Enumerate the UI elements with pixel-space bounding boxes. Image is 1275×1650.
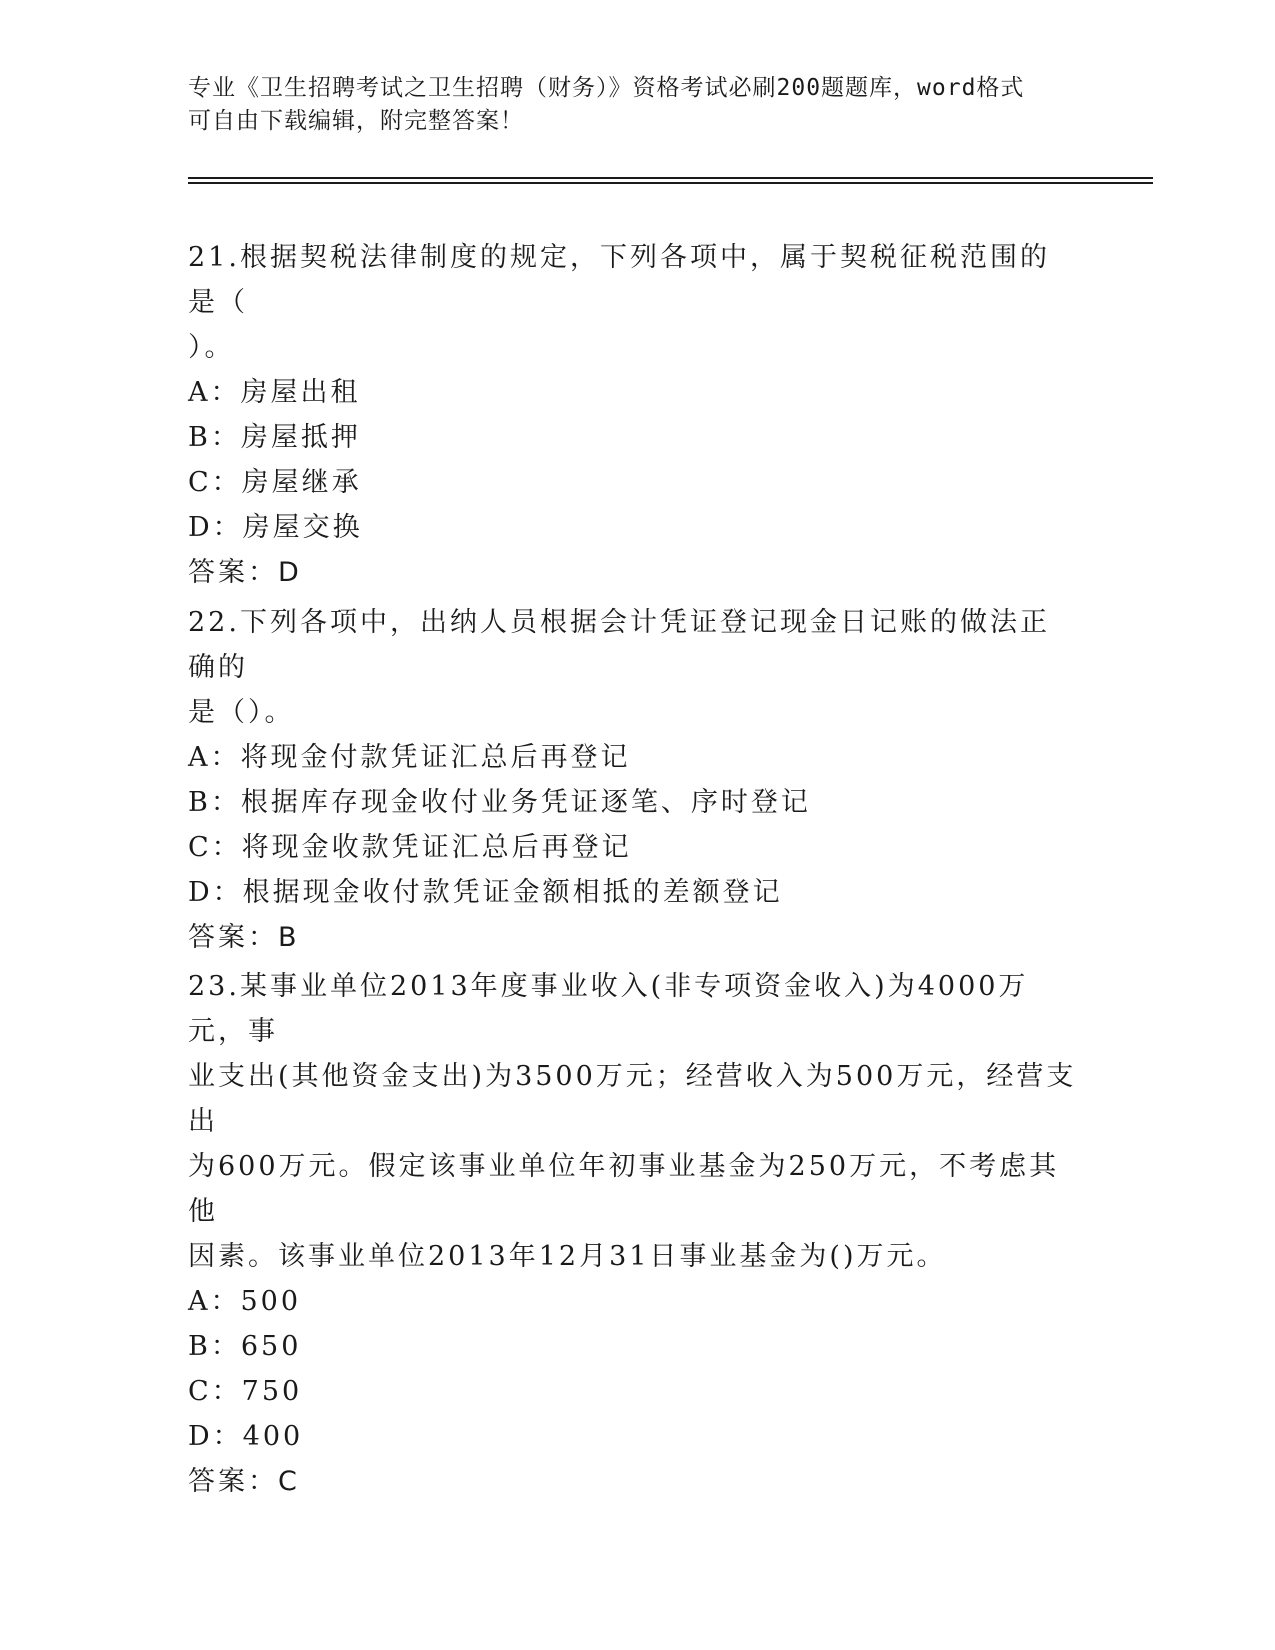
option-c: C：房屋继承 — [188, 467, 362, 498]
option-d: D：400 — [188, 1421, 304, 1452]
question-22 — [188, 600, 1078, 960]
header-line-2: 可自由下载编辑，附完整答案！ — [188, 108, 524, 134]
answer-line: 答案：C — [188, 1466, 300, 1497]
option-d: D：根据现金收付款凭证金额相抵的差额登记 — [188, 877, 783, 908]
question-text-line: 21.根据契税法律制度的规定，下列各项中，属于契税征税范围的是（ — [188, 242, 1050, 318]
option-a: A：房屋出租 — [188, 377, 361, 408]
question-text-line: 业支出(其他资金支出)为3500万元；经营收入为500万元，经营支出 — [188, 1061, 1077, 1137]
question-23 — [188, 964, 1078, 1504]
question-text-line: 23.某事业单位2013年度事业收入(非专项资金收入)为4000万元，事 — [188, 971, 1029, 1047]
question-text-line: 是（）。 — [188, 697, 295, 728]
header-divider-top — [188, 177, 1153, 179]
answer-line: 答案：D — [188, 557, 302, 588]
option-b: B：根据库存现金收付业务凭证逐笔、序时登记 — [188, 787, 811, 818]
question-21 — [188, 235, 1078, 595]
header-divider-bottom — [188, 182, 1153, 184]
option-a: A：将现金付款凭证汇总后再登记 — [188, 742, 631, 773]
option-a: A：500 — [188, 1286, 302, 1317]
question-text-line: 22.下列各项中，出纳人员根据会计凭证登记现金日记账的做法正确的 — [188, 607, 1050, 683]
question-text-line: 为600万元。假定该事业单位年初事业基金为250万元，不考虑其他 — [188, 1151, 1060, 1227]
question-text-line: ）。 — [188, 332, 235, 363]
option-b: B：650 — [188, 1331, 302, 1362]
option-d: D：房屋交换 — [188, 512, 363, 543]
header-line-1: 专业《卫生招聘考试之卫生招聘（财务）》资格考试必刷200题题库，word格式 — [188, 75, 1025, 101]
document-header — [188, 72, 1068, 138]
answer-line: 答案：B — [188, 922, 300, 953]
option-b: B：房屋抵押 — [188, 422, 361, 453]
question-text-line: 因素。该事业单位2013年12月31日事业基金为()万元。 — [188, 1241, 947, 1272]
option-c: C：将现金收款凭证汇总后再登记 — [188, 832, 632, 863]
option-c: C：750 — [188, 1376, 303, 1407]
